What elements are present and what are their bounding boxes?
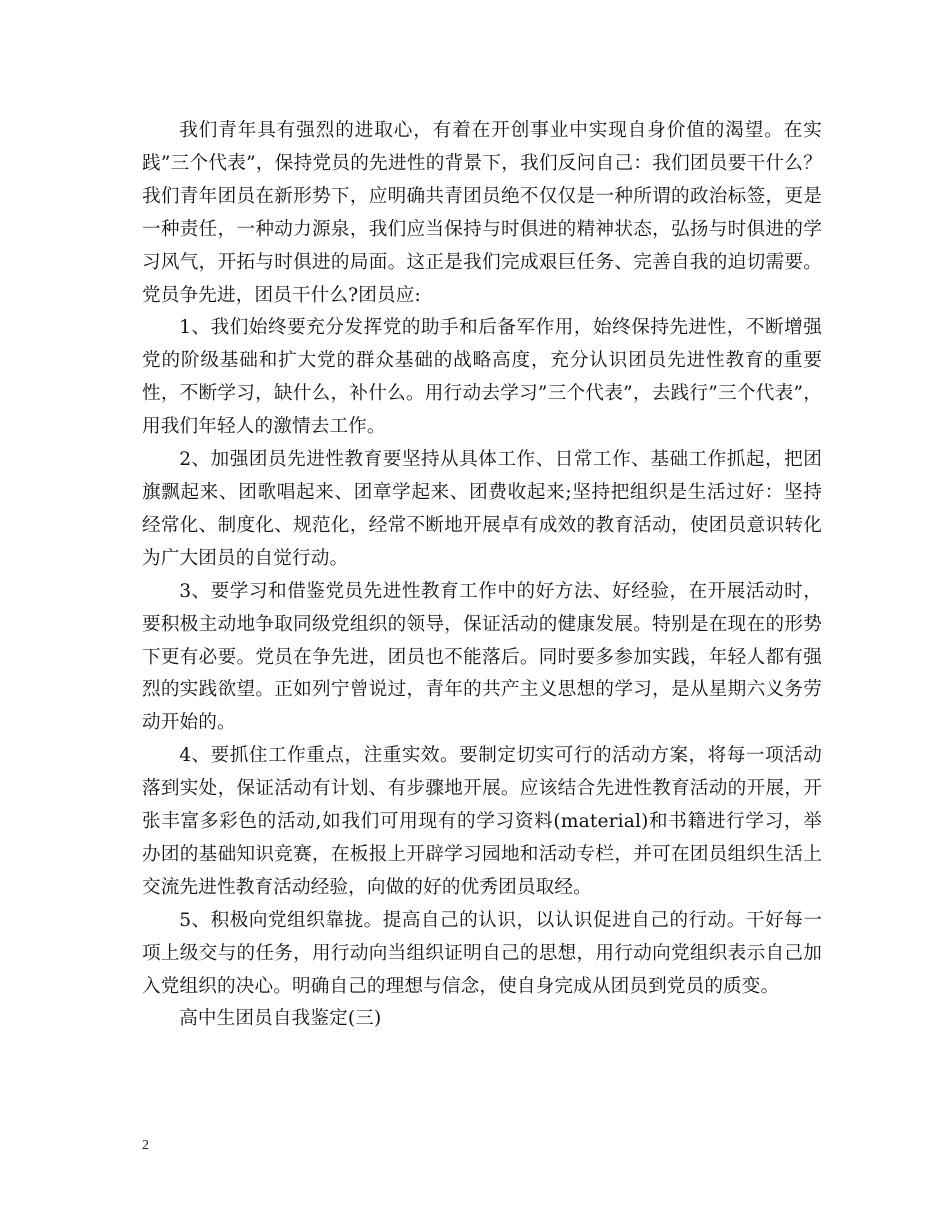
- document-body: [142, 115, 822, 1036]
- point-1-paragraph: 1、我们始终要充分发挥党的助手和后备军作用，始终保持先进性，不断增强党的阶级基础和扩大党的群众基础的战略高度，充分认识团员先进性教育的重要性，不断学习，缺什么，补什么。用行动去学习”三个代表”，去践行”三个代表”，用我们年轻人的激情去工作。: [142, 317, 822, 438]
- point-5-paragraph: 5、积极向党组织靠拢。提高自己的认识，以认识促进自己的行动。干好每一项上级交与的任务，用行动向当组织证明自己的思想，用行动向党组织表示自己加入党组织的决心。明确自己的理想与信念，使自身完成从团员到党员的质变。: [142, 909, 822, 997]
- intro-paragraph: 我们青年具有强烈的进取心，有着在开创事业中实现自身价值的渴望。在实践”三个代表”，保持党员的先进性的背景下，我们反问自己：我们团员要干什么？我们青年团员在新形势下，应明确共青团员绝不仅仅是一种所谓的政治标签，更是一种责任，一种动力源泉，我们应当保持与时俱进的精神状态，弘扬与时俱进的学习风气，开拓与时俱进的局面。这正是我们完成艰巨任务、完善自我的迫切需要。党员争先进，团员干什么?团员应:: [142, 120, 822, 306]
- point-2-paragraph: 2、加强团员先进性教育要坚持从具体工作、日常工作、基础工作抓起，把团旗飘起来、团歌唱起来、团章学起来、团费收起来;坚持把组织是生活过好：坚持经常化、制度化、规范化，经常不断地开展卓有成效的教育活动，使团员意识转化为广大团员的自觉行动。: [142, 449, 822, 569]
- page-number: 2: [142, 1138, 149, 1153]
- section-heading: 高中生团员自我鉴定(三): [179, 1008, 382, 1030]
- point-3-paragraph: 3、要学习和借鉴党员先进性教育工作中的好方法、好经验，在开展活动时，要积极主动地争取同级党组织的领导，保证活动的健康发展。特别是在现在的形势下更有必要。党员在争先进，团员也不能落后。同时要多参加实践，年轻人都有强烈的实践欲望。正如列宁曾说过，青年的共产主义思想的学习，是从星期六义务劳动开始的。: [142, 580, 822, 734]
- point-4-paragraph: 4、要抓住工作重点，注重实效。要制定切实可行的活动方案，将每一项活动落到实处，保证活动有计划、有步骤地开展。应该结合先进性教育活动的开展，开张丰富多彩色的活动,如我们可用现有的学习资料(material)和书籍进行学习，举办团的基础知识竞赛，在板报上开辟学习园地和活动专栏，并可在团员组织生活上交流先进性教育活动经验，向做的好的优秀团员取经。: [142, 745, 822, 898]
